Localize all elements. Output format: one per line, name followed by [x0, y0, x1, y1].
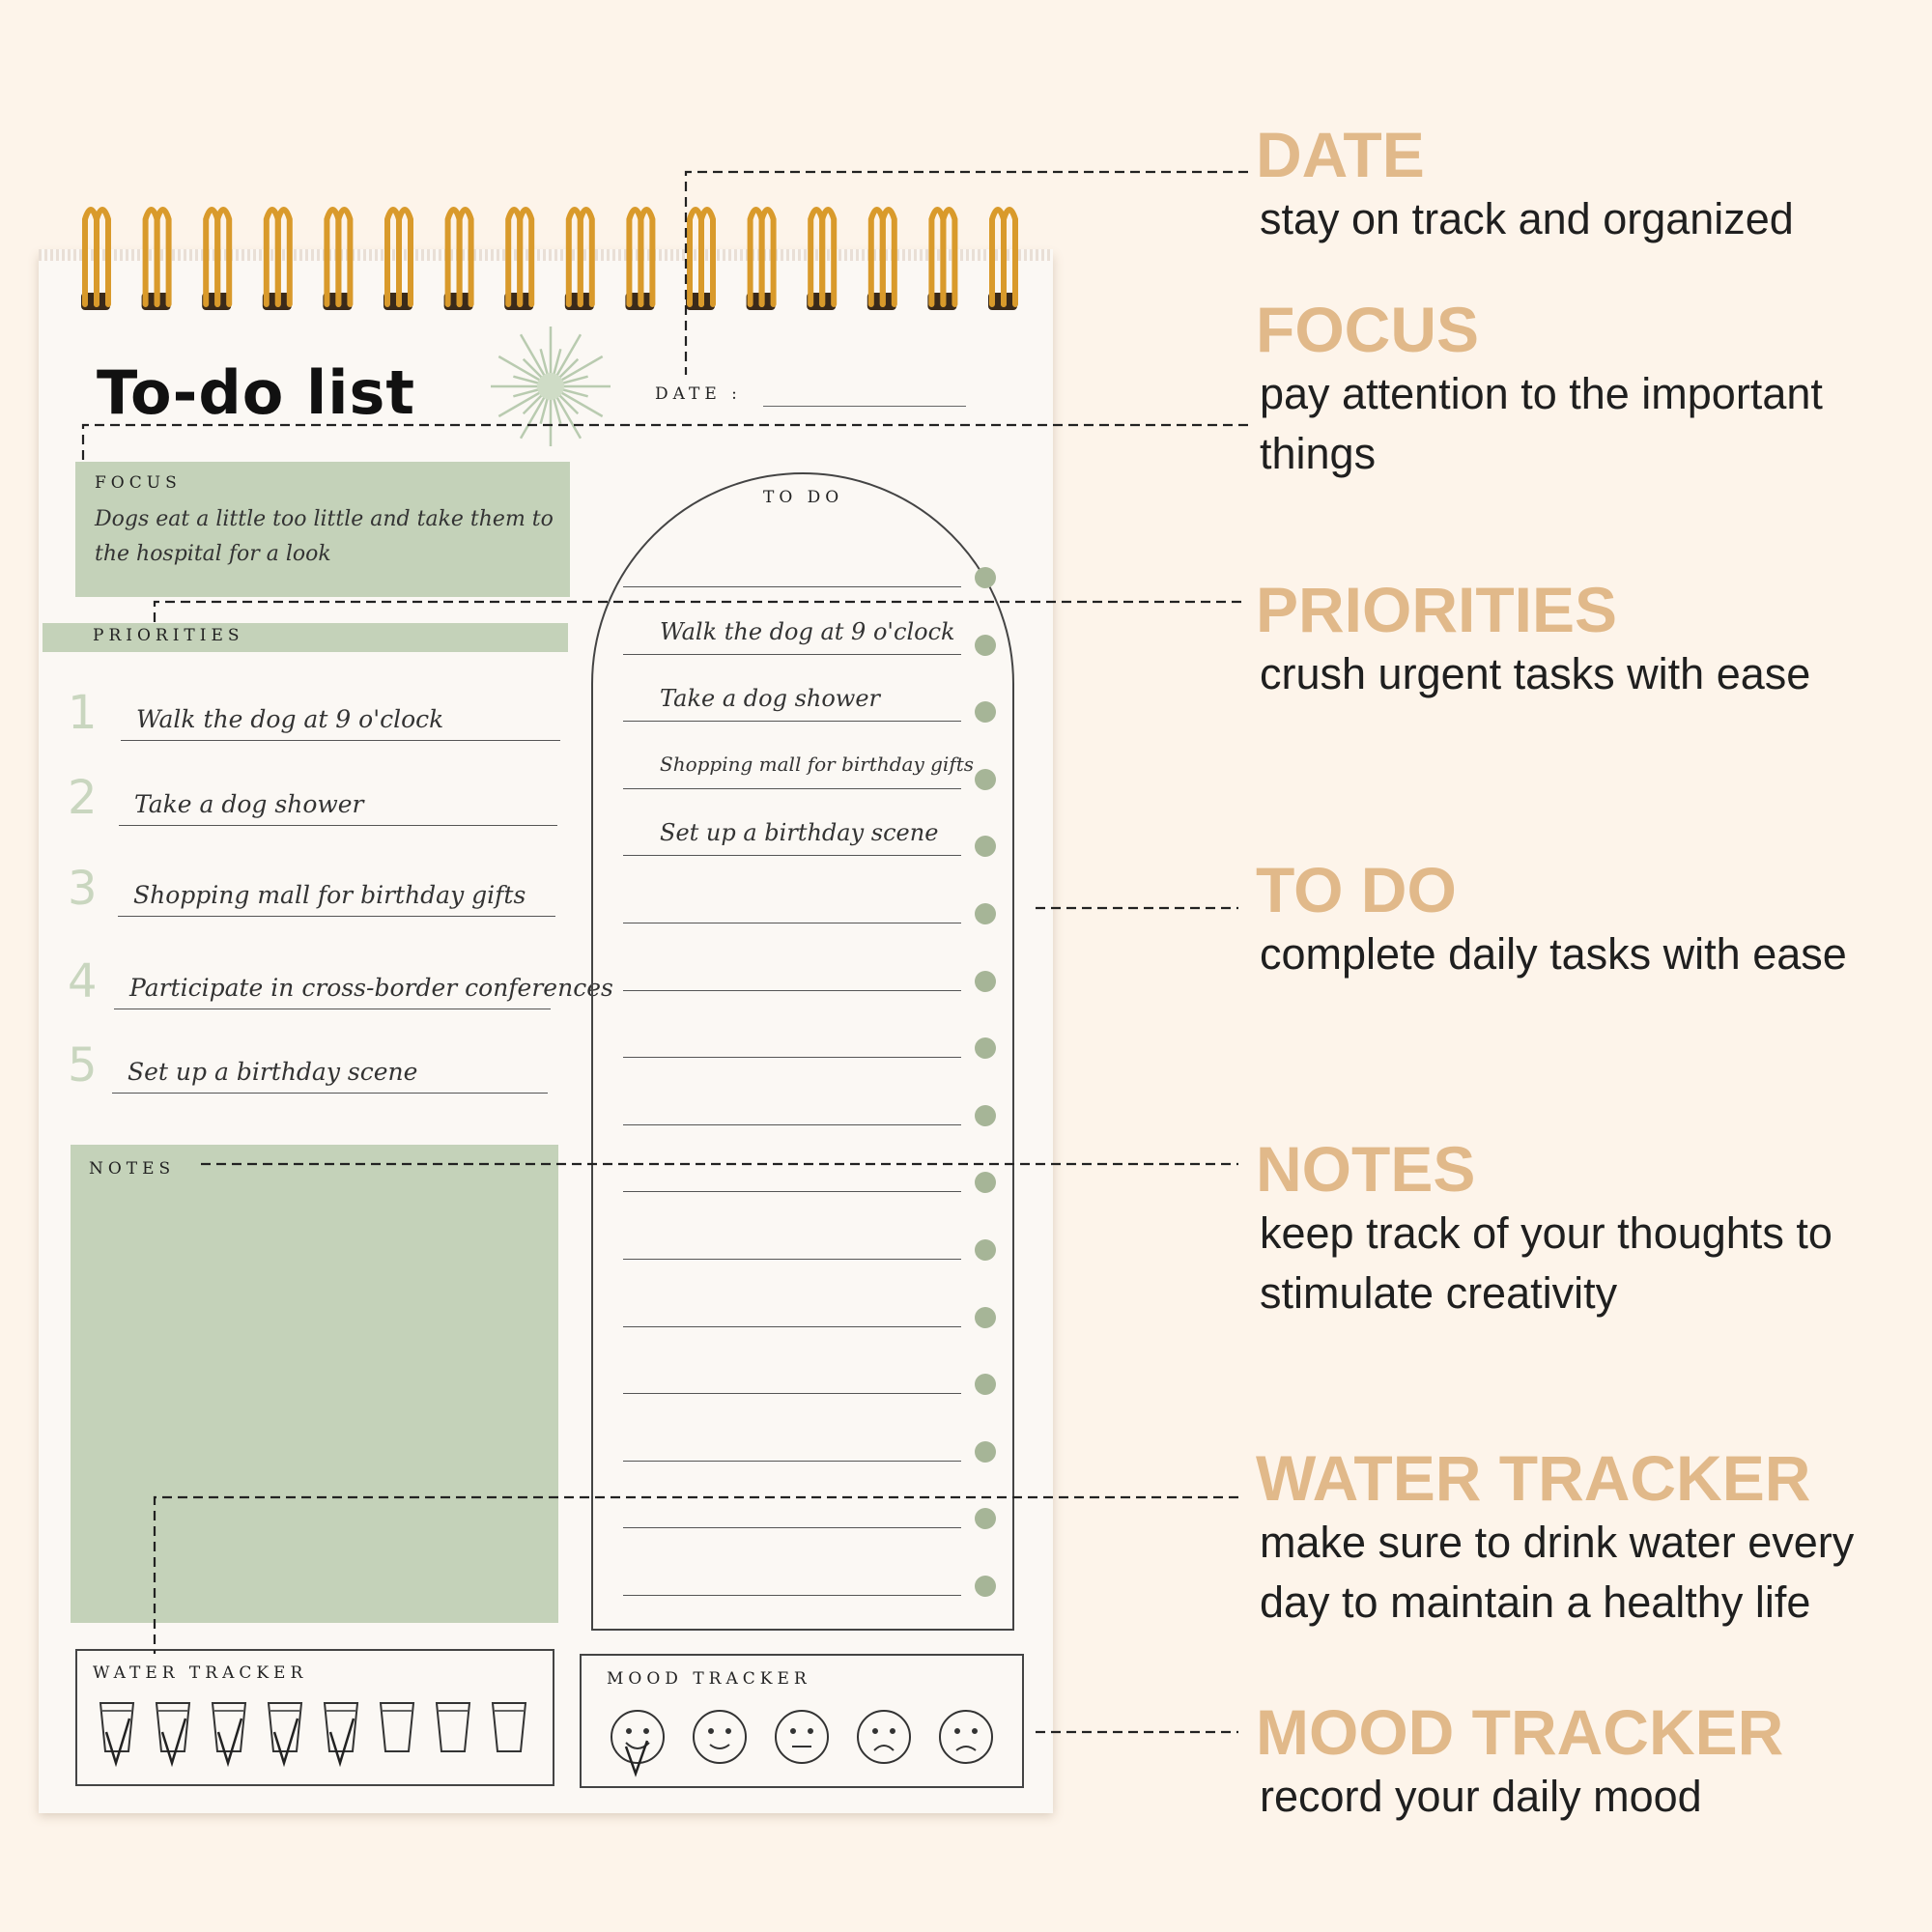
todo-row[interactable]: [623, 1190, 961, 1192]
callout-water-title: WATER TRACKER: [1256, 1442, 1811, 1514]
water-tracker-label: WATER TRACKER: [93, 1663, 308, 1683]
todo-checkbox[interactable]: [975, 1441, 996, 1463]
spiral-ring: [384, 210, 412, 310]
todo-item-text: Set up a birthday scene: [660, 819, 939, 847]
notes-box[interactable]: [71, 1145, 558, 1623]
happy-face-icon[interactable]: [694, 1711, 746, 1763]
spiral-ring: [747, 210, 776, 310]
crying-face-icon[interactable]: [940, 1711, 992, 1763]
check-mark-icon: [162, 1719, 185, 1763]
callout-mood-title: MOOD TRACKER: [1256, 1696, 1784, 1768]
todo-row[interactable]: [623, 585, 961, 587]
spiral-ring: [807, 210, 836, 310]
spiral-ring: [686, 210, 715, 310]
todo-checkbox[interactable]: [975, 635, 996, 656]
spiral-ring: [927, 210, 956, 310]
todo-checkbox[interactable]: [975, 769, 996, 790]
todo-checkbox[interactable]: [975, 567, 996, 588]
todo-row[interactable]: [623, 1460, 961, 1462]
todo-checkbox[interactable]: [975, 1239, 996, 1261]
spiral-ring: [988, 210, 1017, 310]
notes-label: NOTES: [89, 1159, 176, 1179]
spiral-ring: [81, 210, 110, 310]
spiral-ring: [323, 210, 352, 310]
spiral-ring: [867, 210, 896, 310]
check-mark-icon: [274, 1719, 298, 1763]
todo-row[interactable]: [623, 653, 961, 655]
todo-label: TO DO: [763, 488, 844, 507]
spiral-ring: [565, 210, 594, 310]
priority-line[interactable]: [119, 825, 557, 826]
priority-item-text: Shopping mall for birthday gifts: [133, 881, 526, 909]
spiral-ring: [202, 210, 231, 310]
todo-checkbox[interactable]: [975, 1105, 996, 1126]
spiral-rings: [75, 198, 1032, 319]
priority-line[interactable]: [121, 740, 560, 741]
todo-item-text: Shopping mall for birthday gifts: [660, 752, 975, 776]
todo-row[interactable]: [623, 1258, 961, 1260]
planner-title: To-do list: [97, 357, 415, 428]
very-happy-face-icon[interactable]: [611, 1711, 664, 1774]
focus-text: Dogs eat a little too little and take them to the hospital for a look: [95, 507, 554, 566]
todo-checkbox[interactable]: [975, 1576, 996, 1597]
callout-priorities-title: PRIORITIES: [1256, 574, 1618, 645]
todo-row[interactable]: [623, 989, 961, 991]
spiral-ring: [625, 210, 654, 310]
callout-notes-desc: keep track of your thoughts to stimulate creativity: [1260, 1208, 1833, 1318]
todo-checkbox[interactable]: [975, 971, 996, 992]
todo-row[interactable]: [623, 720, 961, 722]
priorities-label: PRIORITIES: [93, 626, 244, 645]
sparkle-icon: [488, 324, 613, 449]
callout-mood-desc: record your daily mood: [1260, 1772, 1702, 1821]
todo-row[interactable]: [623, 854, 961, 856]
callout-todo-title: TO DO: [1256, 854, 1457, 925]
neutral-face-icon[interactable]: [776, 1711, 828, 1763]
mood-tracker-label: MOOD TRACKER: [607, 1669, 811, 1689]
priority-item-text: Walk the dog at 9 o'clock: [136, 705, 444, 733]
mood-faces: [604, 1702, 1009, 1779]
callout-focus-title: FOCUS: [1256, 294, 1479, 365]
date-field[interactable]: [763, 406, 966, 407]
callout-todo-desc: complete daily tasks with ease: [1260, 929, 1847, 979]
spiral-ring: [142, 210, 171, 310]
priority-number: 5: [68, 1038, 98, 1093]
priority-number: 1: [68, 686, 98, 740]
priority-line[interactable]: [118, 916, 555, 917]
priority-number: 3: [68, 862, 98, 916]
todo-row[interactable]: [623, 922, 961, 923]
priority-line[interactable]: [112, 1093, 548, 1094]
todo-row[interactable]: [623, 1123, 961, 1125]
spiral-ring: [444, 210, 473, 310]
callout-date-desc: stay on track and organized: [1260, 194, 1794, 243]
todo-row[interactable]: [623, 1594, 961, 1596]
callout-focus-desc: pay attention to the important things: [1260, 369, 1823, 478]
focus-label: FOCUS: [95, 473, 182, 493]
priority-number: 4: [68, 954, 98, 1009]
callout-date-title: DATE: [1256, 119, 1425, 190]
todo-item-text: Take a dog shower: [660, 685, 881, 713]
priority-item-text: Participate in cross-border conferences: [129, 974, 613, 1002]
priority-number: 2: [68, 771, 98, 825]
priority-item-text: Take a dog shower: [134, 790, 364, 818]
callout-priorities-desc: crush urgent tasks with ease: [1260, 649, 1811, 698]
spiral-ring: [263, 210, 292, 310]
todo-row[interactable]: [623, 1392, 961, 1394]
check-mark-icon: [106, 1719, 129, 1763]
todo-checkbox[interactable]: [975, 903, 996, 924]
todo-row[interactable]: [623, 1325, 961, 1327]
water-cups: [93, 1695, 547, 1773]
sad-face-icon[interactable]: [858, 1711, 910, 1763]
todo-row[interactable]: [623, 1526, 961, 1528]
todo-row[interactable]: [623, 787, 961, 789]
todo-item-text: Walk the dog at 9 o'clock: [660, 617, 955, 645]
spiral-ring: [504, 210, 533, 310]
check-mark-icon: [330, 1719, 354, 1763]
callout-water-desc: make sure to drink water every day to maintain a healthy life: [1260, 1518, 1855, 1627]
priority-item-text: Set up a birthday scene: [128, 1058, 418, 1086]
date-label: DATE :: [655, 384, 742, 404]
callout-notes-title: NOTES: [1256, 1133, 1476, 1205]
todo-checkbox[interactable]: [975, 1307, 996, 1328]
check-mark-icon: [218, 1719, 242, 1763]
todo-row[interactable]: [623, 1056, 961, 1058]
